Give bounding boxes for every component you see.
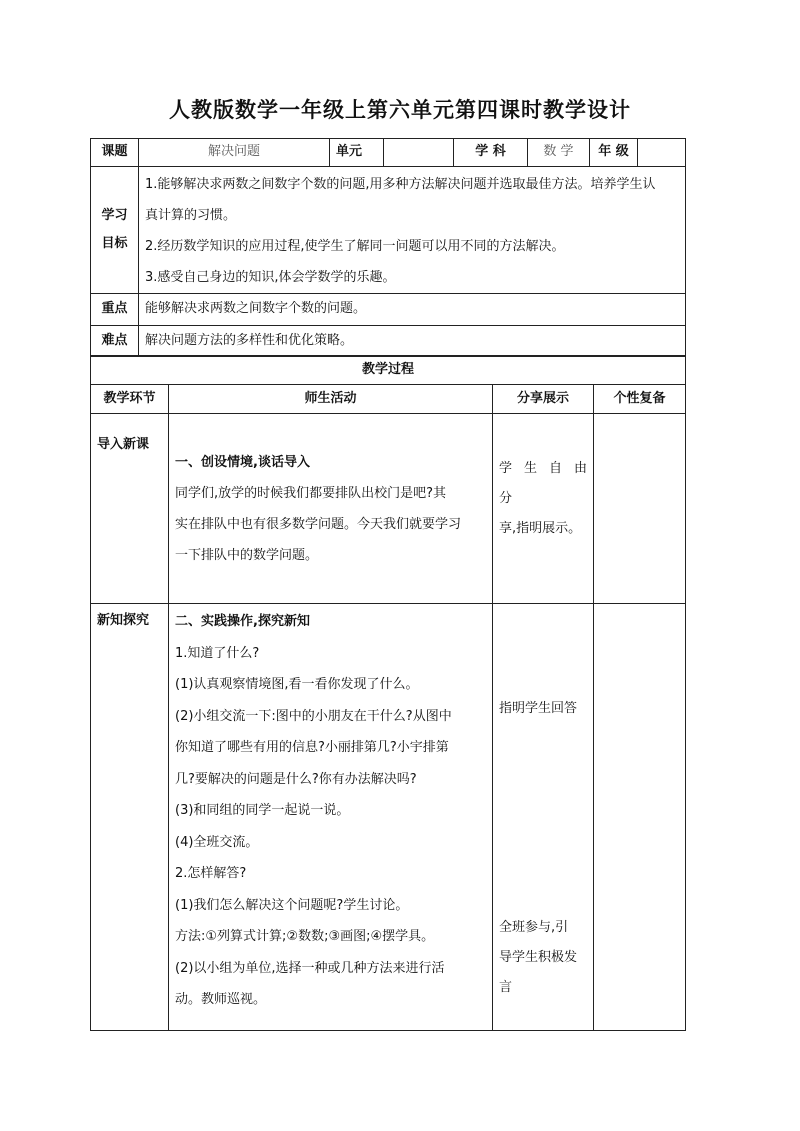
activity-line: 动。教师巡视。 — [175, 992, 267, 1007]
header-personal: 个性复备 — [594, 385, 686, 414]
section-heading: 一、创设情境,谈话导入 — [175, 455, 310, 470]
share-line: 导学生积极发 — [499, 950, 578, 965]
objective-line: 2.经历数学知识的应用过程,使学生了解同一问题可以用不同的方法解决。 — [145, 239, 565, 254]
unit-label: 单元 — [330, 139, 384, 167]
objectives-label-line: 学习 — [101, 208, 128, 223]
objectives-content — [139, 167, 686, 294]
activity-line: 1.知道了什么? — [175, 645, 260, 661]
unit-value — [384, 139, 454, 167]
share-line: 全班参与,引 — [499, 920, 569, 935]
info-table — [90, 138, 686, 357]
objective-line: 真计算的习惯。 — [145, 208, 237, 223]
activity-line: 一下排队中的数学问题。 — [175, 548, 319, 563]
key-point-label: 重点 — [91, 294, 139, 326]
subject-value: 数 学 — [528, 139, 590, 167]
personal-intro — [594, 414, 686, 604]
share-intro — [493, 414, 594, 604]
objective-line: 1.能够解决求两数之间数字个数的问题,用多种方法解决问题并选取最佳方法。培养学生认 — [145, 177, 656, 192]
activity-line: (2)以小组为单位,选择一种或几种方法来进行活 — [175, 960, 445, 976]
activity-intro — [169, 414, 493, 604]
activity-line: 几?要解决的问题是什么?你有办法解决吗? — [175, 771, 417, 787]
activity-line: (3)和同组的同学一起说一说。 — [175, 803, 350, 818]
share-explore — [493, 604, 594, 1031]
share-line: 享,指明展示。 — [499, 521, 582, 536]
activity-line: (1)我们怎么解决这个问题呢?学生讨论。 — [175, 897, 409, 913]
grade-value — [638, 139, 686, 167]
objectives-label — [91, 167, 139, 294]
key-point-text: 能够解决求两数之间数字个数的问题。 — [139, 294, 686, 326]
stage-explore: 新知探究 — [91, 604, 169, 1031]
difficulty-label: 难点 — [91, 326, 139, 357]
lesson-value: 解决问题 — [139, 139, 330, 167]
activity-line: (2)小组交流一下:图中的小朋友在干什么?从图中 — [175, 708, 452, 724]
process-title: 教学过程 — [91, 356, 686, 385]
activity-line: 2.怎样解答? — [175, 866, 247, 881]
activity-line: 同学们,放学的时候我们都要排队出校门是吧?其 — [175, 486, 447, 501]
header-share: 分享展示 — [493, 385, 594, 414]
document-title: 人教版数学一年级上第六单元第四课时教学设计 — [169, 98, 631, 122]
grade-label: 年 级 — [590, 139, 638, 167]
process-table — [90, 355, 686, 1031]
share-line: 言 — [499, 980, 513, 995]
activity-line: 实在排队中也有很多数学问题。今天我们就要学习 — [175, 517, 462, 532]
activity-line: 你知道了哪些有用的信息?小丽排第几?小宇排第 — [175, 740, 449, 755]
activity-explore — [169, 604, 493, 1031]
activity-line: 方法:①列算式计算;②数数;③画图;④摆学具。 — [175, 929, 435, 944]
subject-label: 学 科 — [454, 139, 528, 167]
section-heading: 二、实践操作,探究新知 — [175, 614, 310, 629]
activity-line: (1)认真观察情境图,看一看你发现了什么。 — [175, 677, 419, 692]
difficulty-text: 解决问题方法的多样性和优化策略。 — [139, 326, 686, 357]
stage-intro: 导入新课 — [91, 414, 169, 604]
share-line: 学 生 自 由 分 — [499, 461, 589, 506]
header-activity: 师生活动 — [169, 385, 493, 414]
lesson-label: 课题 — [91, 139, 139, 167]
header-stage: 教学环节 — [91, 385, 169, 414]
objective-line: 3.感受自己身边的知识,体会学数学的乐趣。 — [145, 270, 396, 285]
personal-explore — [594, 604, 686, 1031]
share-line: 指明学生回答 — [499, 701, 578, 716]
objectives-label-line: 目标 — [101, 236, 128, 251]
activity-line: (4)全班交流。 — [175, 834, 259, 850]
